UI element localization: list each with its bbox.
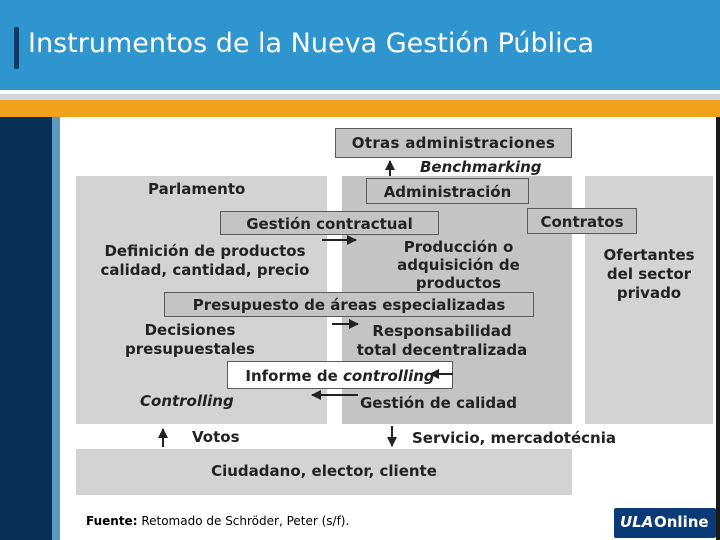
presupuesto-label: Presupuesto de áreas especializadas — [192, 296, 506, 314]
decisiones-line-2: presupuestales — [125, 340, 255, 358]
source-text: Retomado de Schröder, Peter (s/f). — [141, 514, 350, 528]
definicion-line-1: Definición de productos — [104, 242, 306, 260]
benchmarking-label: Benchmarking — [420, 158, 542, 176]
produccion-line-1: Producción o — [403, 238, 514, 256]
decisiones-line-1: Decisiones — [144, 321, 236, 339]
parlamento-label: Parlamento — [148, 180, 246, 198]
gestion-calidad-label: Gestión de calidad — [360, 394, 517, 412]
gestion-contractual-label: Gestión contractual — [246, 215, 413, 233]
brand-logo — [614, 508, 716, 538]
slide-title: Instrumentos de la Nueva Gestión Pública — [28, 28, 595, 59]
source-note — [86, 514, 349, 528]
responsabilidad-line-1: Responsabilidad — [372, 322, 512, 340]
contratos-label: Contratos — [540, 213, 624, 231]
source-label: Fuente: — [86, 514, 138, 528]
otras-administraciones-label: Otras administraciones — [351, 134, 556, 152]
informe-controlling: controlling — [343, 367, 435, 385]
servicio-label: Servicio, mercadotécnia — [412, 429, 616, 447]
produccion-line-3: productos — [415, 274, 502, 292]
informe-prefix: Informe de — [245, 367, 338, 385]
responsabilidad-line-2: total decentralizada — [356, 341, 528, 359]
brand-suffix: Online — [654, 513, 709, 531]
votos-label: Votos — [192, 428, 240, 446]
ofertantes-line-3: privado — [616, 284, 682, 302]
definicion-line-2: calidad, cantidad, precio — [100, 261, 310, 279]
brand-prefix: ULA — [620, 513, 654, 531]
ciudadano-label: Ciudadano, elector, cliente — [211, 462, 437, 480]
produccion-line-2: adquisición de — [397, 256, 520, 274]
administracion-label: Administración — [383, 183, 512, 201]
ofertantes-line-2: del sector — [606, 265, 692, 283]
controlling-label: Controlling — [140, 392, 234, 410]
ofertantes-line-1: Ofertantes — [603, 246, 695, 264]
